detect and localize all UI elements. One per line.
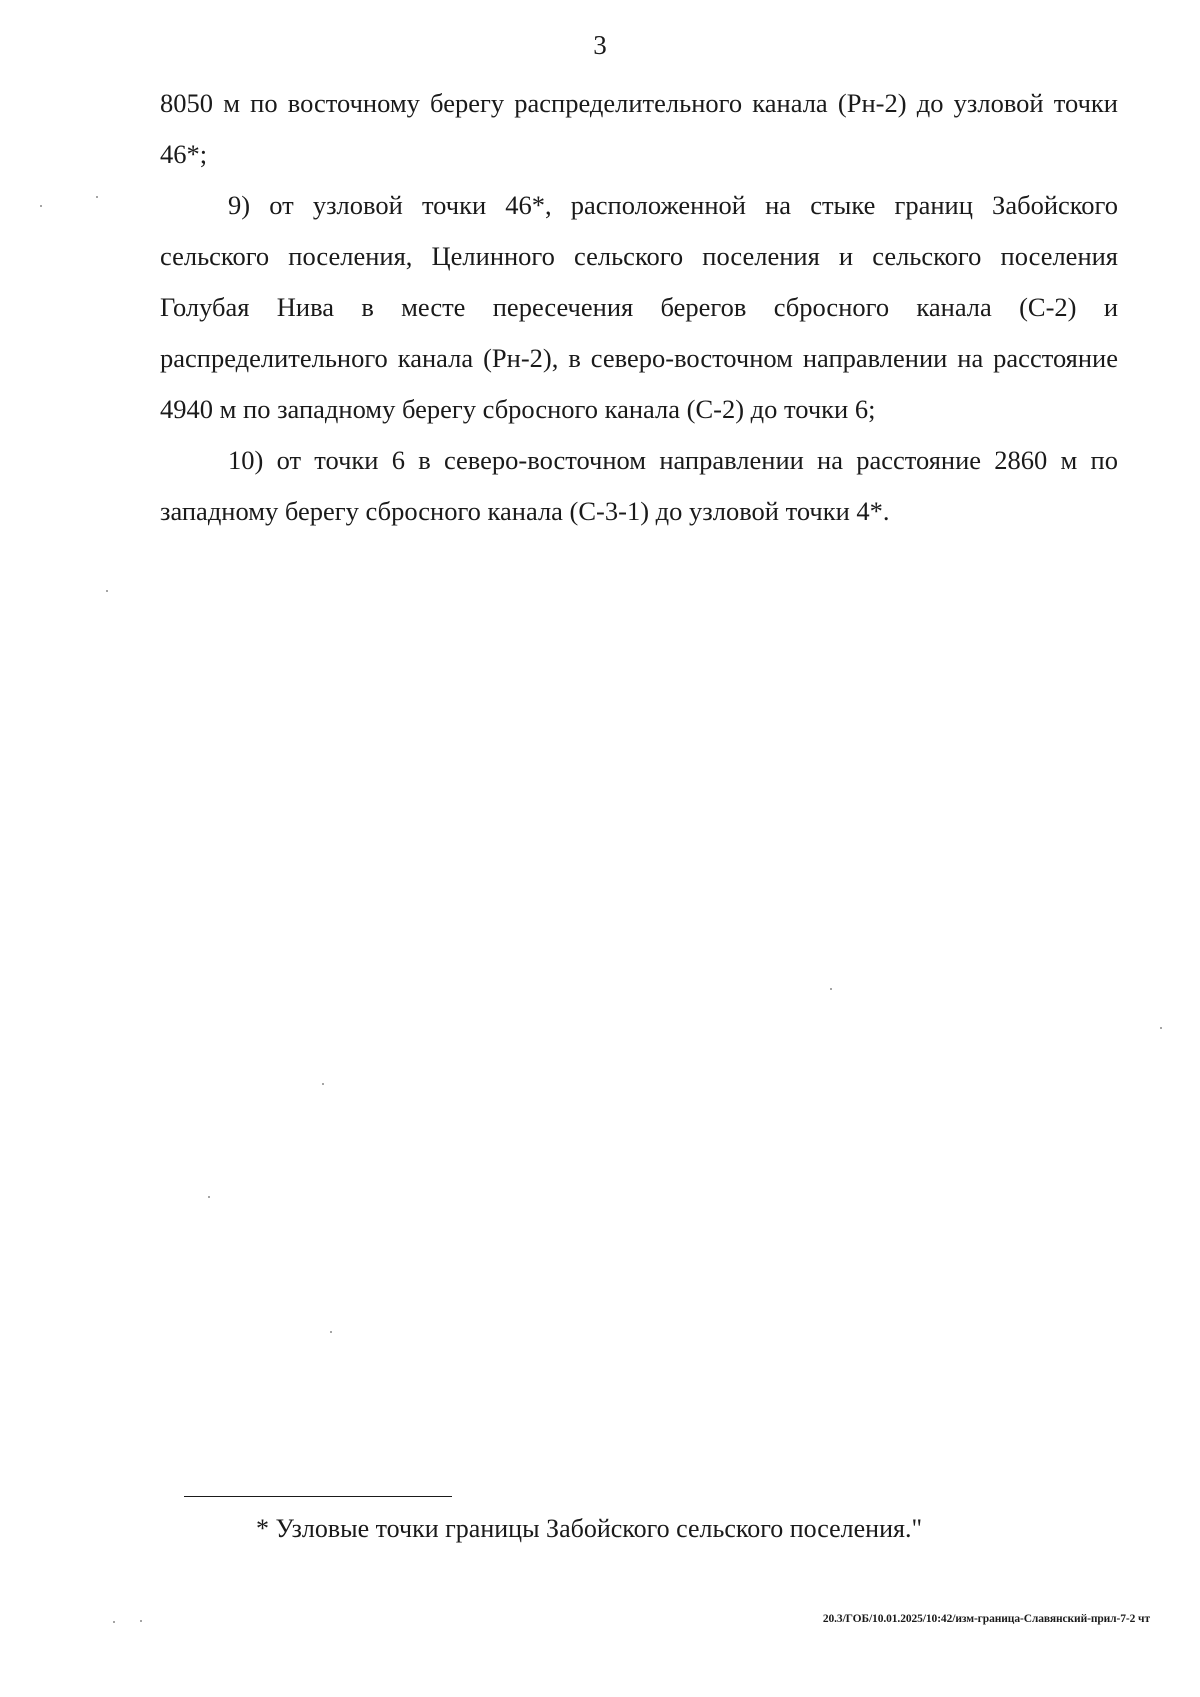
scan-speck <box>330 1331 332 1333</box>
scan-speck <box>96 196 98 198</box>
page-number: 3 <box>593 30 607 60</box>
scan-speck <box>1160 1027 1162 1029</box>
paragraph-continuation: 8050 м по восточному берегу распределительного канала (Рн-2) до узловой точки 46*; <box>160 88 1118 169</box>
scan-speck <box>208 1196 210 1198</box>
scan-speck <box>140 1620 142 1622</box>
scan-speck <box>830 988 832 990</box>
scan-speck <box>40 205 42 207</box>
footnote: * Узловые точки границы Забойского сельского поселения." <box>256 1514 923 1543</box>
paragraph-item-9: 9) от узловой точки 46*, расположенной на стыке границ Забойского сельского поселения, Целинного сельского поселения и сельского поселения Голубая Нива в месте пересечения берегов сбросного канала (С-2) и распределительного канала (Рн-2), в северо-восточном направлении на расстояние 4940 м по западному берегу сбросного канала (С-2) до точки 6; <box>160 190 1118 424</box>
paragraph-item-10: 10) от точки 6 в северо-восточном направлении на расстояние 2860 м по западному берегу сбросного канала (С-3-1) до узловой точки 4*. <box>160 445 1118 526</box>
document-body <box>160 78 1118 537</box>
scan-speck <box>106 590 108 592</box>
footnote-separator <box>184 1496 452 1497</box>
document-code: 20.3/ГОБ/10.01.2025/10:42/изм-граница-Славянский-прил-7-2 чт <box>822 1613 1150 1625</box>
scan-speck <box>113 1621 115 1623</box>
scan-speck <box>322 1083 324 1085</box>
